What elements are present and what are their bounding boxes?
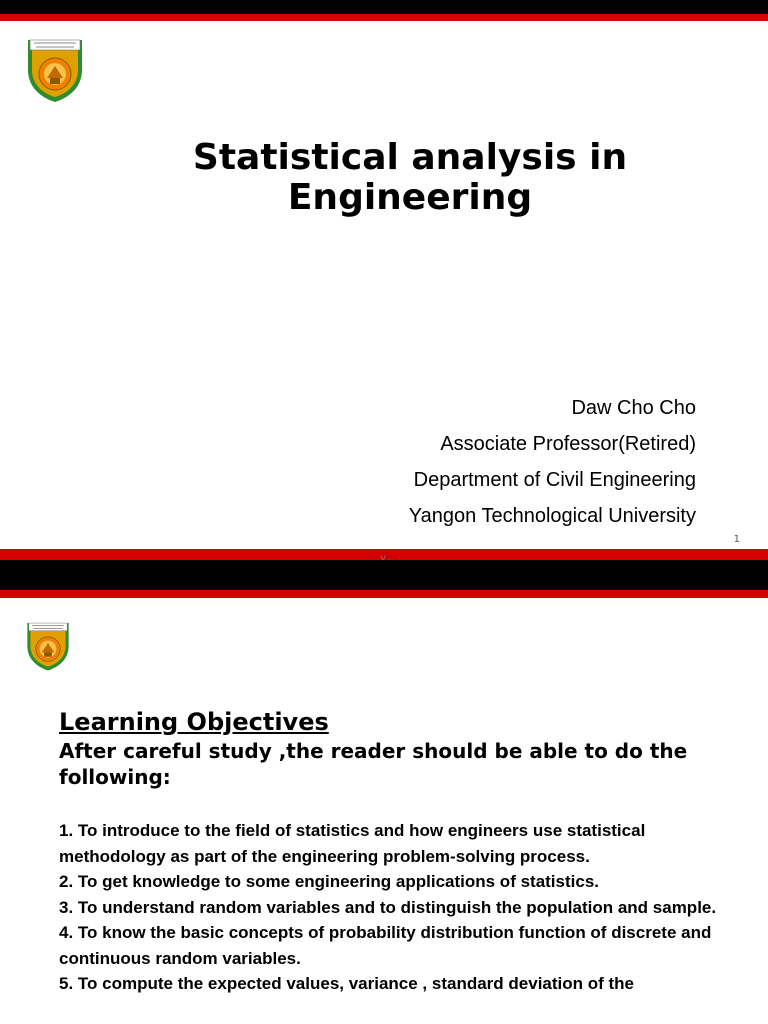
- top-red-bar: [0, 590, 768, 598]
- learning-objectives-intro: After careful study ,the reader should be able to do the following:: [59, 739, 688, 789]
- objective-item: 4. To know the basic concepts of probability distribution function of discrete and continuous random variables.: [59, 923, 712, 968]
- author-department: Department of Civil Engineering: [413, 469, 696, 491]
- objective-item: 5. To compute the expected values, variance , standard deviation of the: [59, 974, 635, 993]
- objective-item: 2. To get knowledge to some engineering applications of statistics.: [59, 872, 599, 891]
- objectives-list: [59, 818, 749, 997]
- author-block: [409, 390, 696, 534]
- top-red-bar: [0, 14, 768, 21]
- objective-item: 1. To introduce to the field of statistics and how engineers use statistical methodology as part of the engineering problem-solving process.: [59, 821, 646, 866]
- university-emblem-icon: [24, 36, 86, 104]
- top-black-bar: [0, 0, 768, 14]
- university-emblem-icon: [24, 620, 72, 672]
- author-university: Yangon Technological University: [408, 505, 696, 527]
- author-position: Associate Professor(Retired): [440, 433, 696, 455]
- footer-mark: v: [380, 553, 386, 560]
- author-name: Daw Cho Cho: [571, 397, 696, 419]
- slide-title: Statistical analysis in Engineering: [192, 137, 628, 218]
- learning-objectives-heading: Learning Objectives: [59, 708, 329, 736]
- page-number: 1: [733, 534, 740, 545]
- objective-item: 3. To understand random variables and to distinguish the population and sample.: [59, 897, 717, 917]
- top-black-bar: [0, 560, 768, 590]
